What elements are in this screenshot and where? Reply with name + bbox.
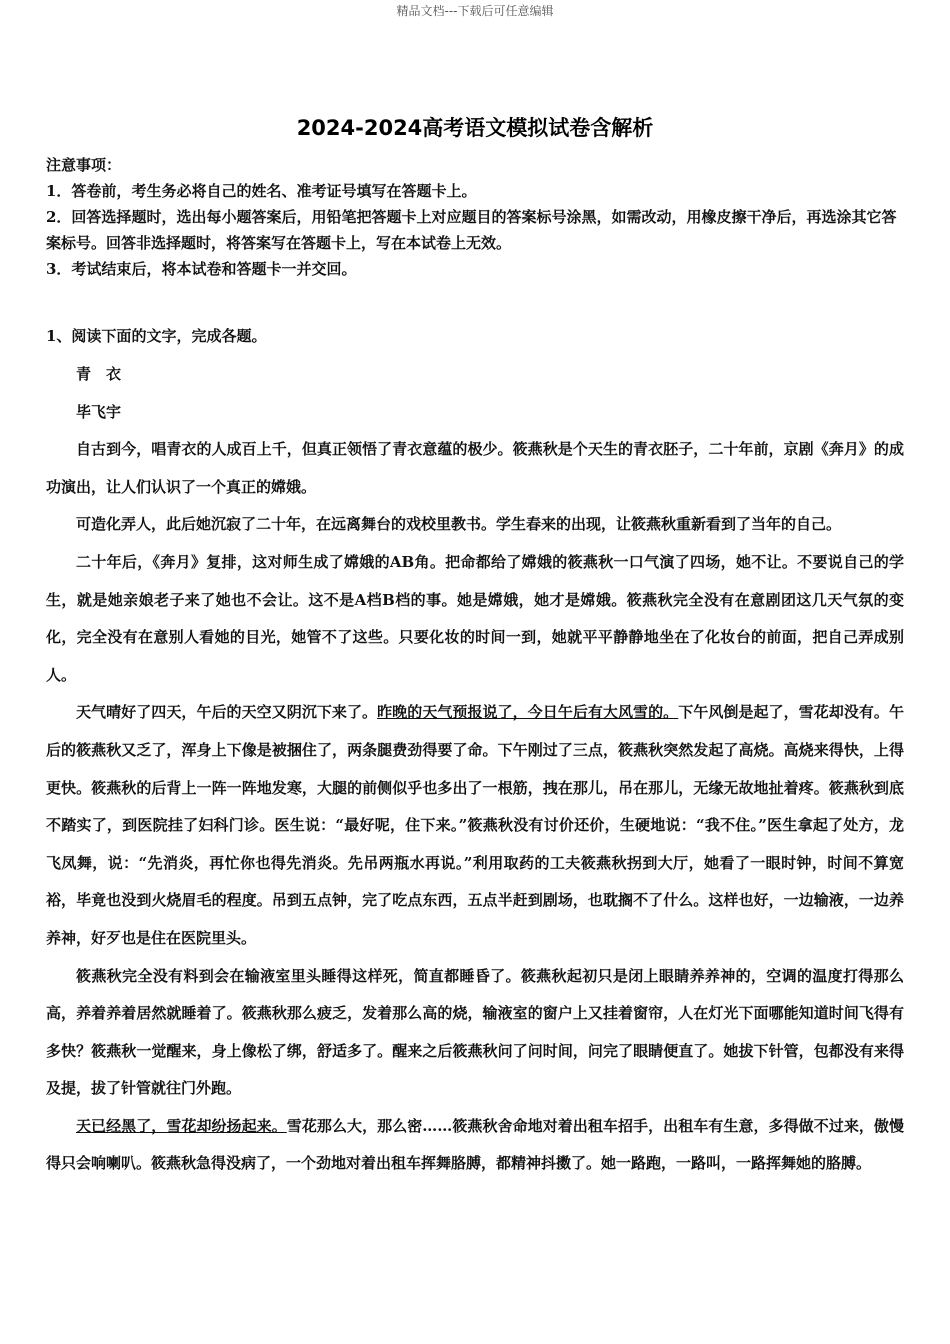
notes-heading: 注意事项：: [46, 156, 122, 174]
story-paragraph: [46, 1108, 904, 1183]
page-header-watermark: 精品文档---下载后可任意编辑: [396, 4, 554, 18]
story-title: 青衣: [76, 365, 137, 383]
paragraph-text: 天气晴好了四天，午后的天空又阴沉下来了。: [76, 703, 378, 722]
story-paragraph: 自古到今，唱青衣的人成百上千，但真正领悟了青衣意蕴的极少。筱燕秋是个天生的青衣胚子，二十年前，京剧《奔月》的成功演出，让人们认识了一个真正的嫦娥。: [46, 440, 904, 496]
paragraph-text: 下午风倒是起了，雪花却没有。午后的筱燕秋又乏了，浑身上下像是被捆住了，两条腿费劲得要了命。下午刚过了三点，筱燕秋突然发起了高烧。高烧来得快，上得更快。筱燕秋的后背上一阵一阵地发寒，大腿的前侧似乎也多出了一根筋，拽在那儿，吊在那儿，无缘无故地扯着疼。筱燕秋到底不踏实了，到医院挂了妇科门诊。医生说：“最好呢，住下来。”筱燕秋没有讨价还价，生硬地说：“我不住。”医生拿起了处方，龙飞凤舞，说：“先消炎，再忙你也得先消炎。先吊两瓶水再说。”利用取药的工夫筱燕秋拐到大厅，她看了一眼时钟，时间不算宽裕，毕竟也没到火烧眉毛的程度。吊到五点钟，完了吃点东西，五点半赶到剧场，也耽搁不了什么。这样也好，一边输液，一边养养神，好歹也是住在医院里头。: [46, 703, 904, 947]
story-author: 毕飞宇: [76, 402, 122, 421]
notes-section: [46, 152, 906, 282]
note-item: 3．考试结束后，将本试卷和答题卡一并交回。: [46, 260, 357, 278]
story-paragraph: 可造化弄人，此后她沉寂了二十年，在远离舞台的戏校里教书。学生春来的出现，让筱燕秋重新看到了当年的自己。: [76, 515, 842, 534]
note-item: 1．答卷前，考生务必将自己的姓名、准考证号填写在答题卡上。: [46, 182, 477, 200]
story-body: [46, 356, 904, 1183]
underlined-sentence: 天已经黑了，雪花却纷扬起来。: [76, 1116, 287, 1135]
note-item: 2．回答选择题时，选出每小题答案后，用铅笔把答题卡上对应题目的答案标号涂黑，如需改动，用橡皮擦干净后，再选涂其它答案标号。回答非选择题时，将答案写在答题卡上，写在本试卷上无效。: [46, 208, 897, 252]
document-title: 2024-2024高考语文模拟试卷含解析: [296, 116, 654, 140]
story-paragraph: 筱燕秋完全没有料到会在输液室里头睡得这样死，简直都睡昏了。筱燕秋起初只是闭上眼睛养养神的，空调的温度打得那么高，养着养着居然就睡着了。筱燕秋那么疲乏，发着那么高的烧，输液室的窗户上又挂着窗帘，人在灯光下面哪能知道时间飞得有多快？筱燕秋一觉醒来，身上像松了绑，舒适多了。醒来之后筱燕秋问了问时间，问完了眼睛便直了。她拔下针管，包都没有来得及提，拔了针管就往门外跑。: [46, 966, 904, 1098]
story-paragraph: [46, 694, 904, 957]
question-prompt: 1、阅读下面的文字，完成各题。: [46, 327, 267, 345]
story-paragraph: 二十年后，《奔月》复排，这对师生成了嫦娥的AB角。把命都给了嫦娥的筱燕秋一口气演了四场，她不让。不要说自己的学生，就是她亲娘老子来了她也不会让。这不是A档B档的事。她是嫦娥，她才是嫦娥。筱燕秋完全没有在意剧团这几天气氛的变化，完全没有在意别人看她的目光，她管不了这些。只要化妆的时间一到，她就平平静静地坐在了化妆台的前面，把自己弄成别人。: [46, 552, 904, 684]
underlined-sentence: 昨晚的天气预报说了，今日午后有大风雪的。: [377, 703, 679, 722]
paragraph-text: 雪花那么大，那么密……筱燕秋舍命地对着出租车招手，出租车有生意，多得做不过来，傲慢得只会响喇叭。筱燕秋急得没病了，一个劲地对着出租车挥舞胳膊，都精神抖擞了。她一路跑，一路叫，一路挥舞她的胳膊。: [46, 1116, 904, 1173]
